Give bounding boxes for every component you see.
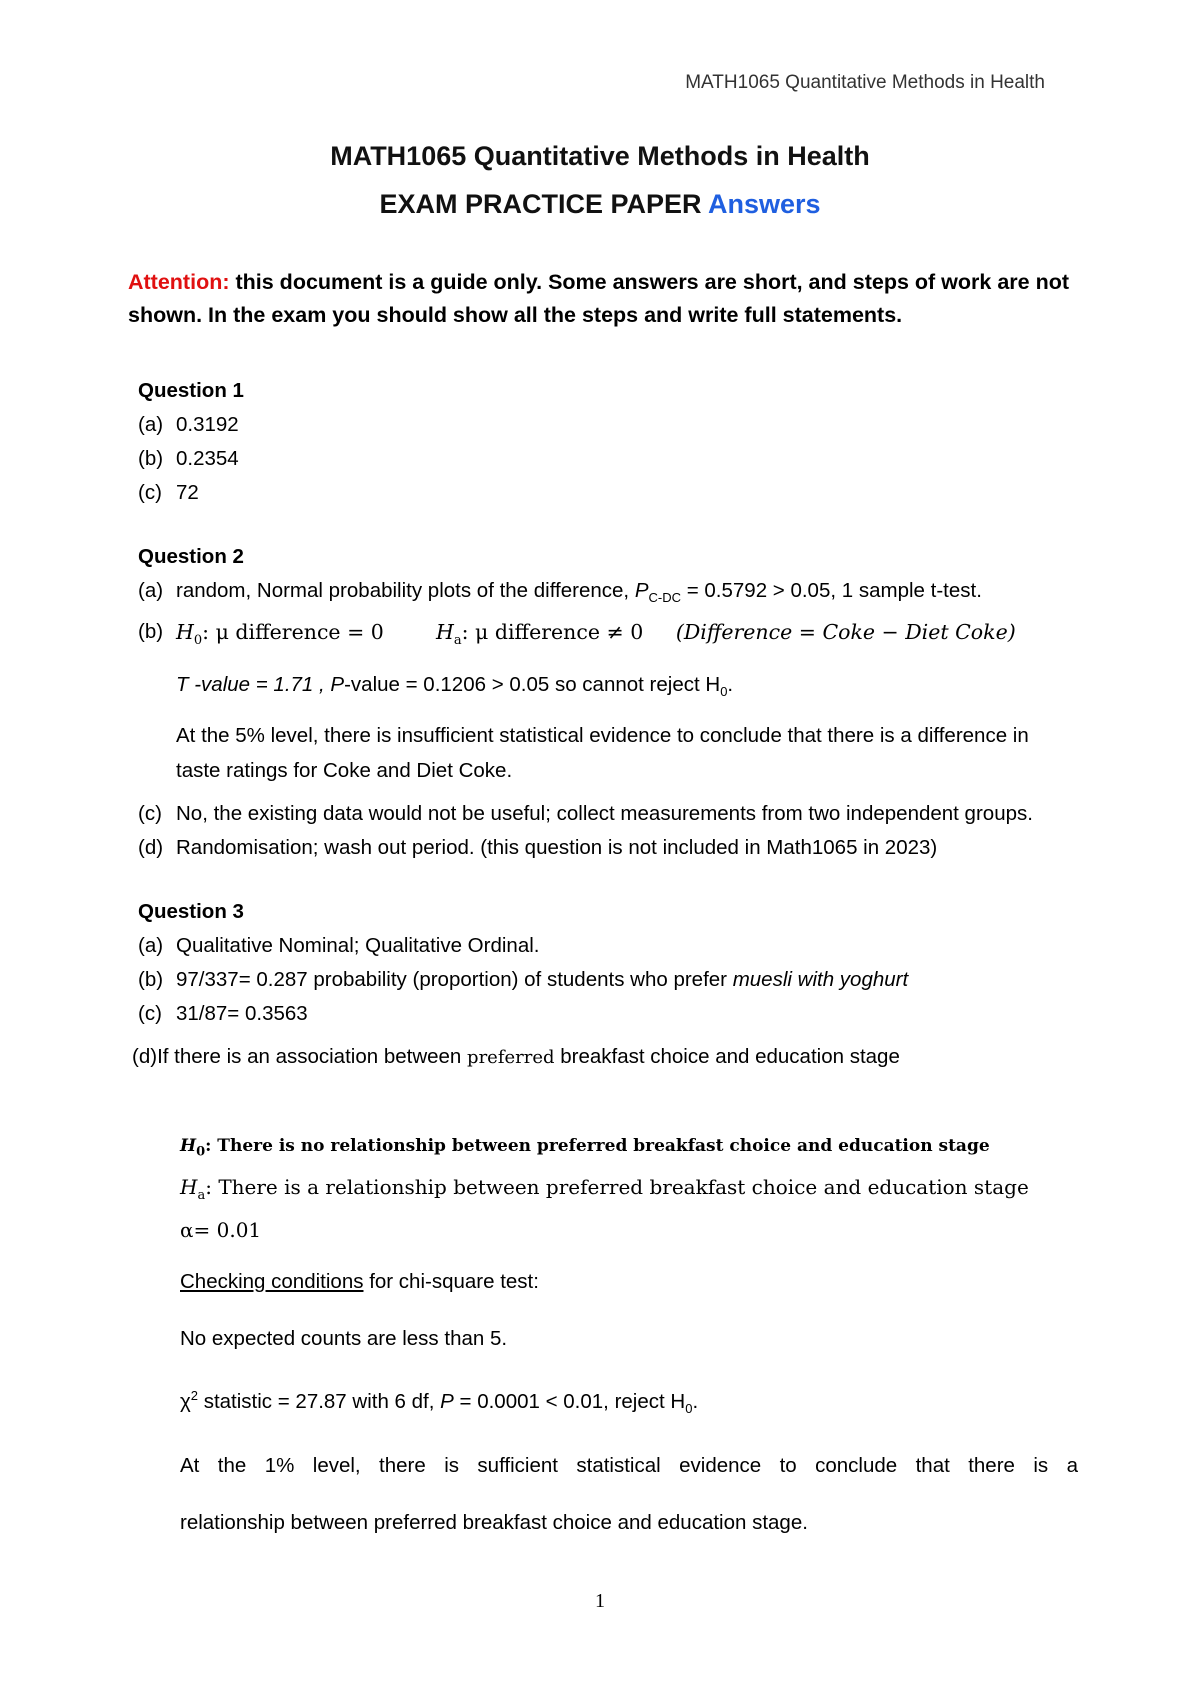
q3-answer-a: (a) Qualitative Nominal; Qualitative Ordinal. xyxy=(138,934,540,958)
subtitle-main: EXAM PRACTICE PAPER xyxy=(379,189,702,219)
q2-b-conclusion: At the 5% level, there is insufficient statistical evidence to conclude that there is a difference in taste ratings for Coke and Diet Coke. xyxy=(176,724,1029,783)
title-block xyxy=(0,132,1200,228)
q3-answer-b: (b) 97/337= 0.287 probability (proportion) of students who prefer muesli with yoghurt xyxy=(138,968,909,992)
q1-answer-a: (a) 0.3192 xyxy=(138,413,239,436)
q3-answer-d: (d)If there is an association between preferred breakfast choice and education stage xyxy=(132,1045,900,1069)
q2-b-test-result: T -value = 1.71 , P-value = 0.1206 > 0.05 so cannot reject $H_0$. xyxy=(176,673,734,700)
question-2-title: Question 2 xyxy=(138,545,244,568)
q3-answer-c: (c) 31/87= 0.3563 xyxy=(138,1002,308,1026)
question-3-title: Question 3 xyxy=(138,900,244,924)
q3-chi-square-result: $\chi^2$ statistic = 27.87 with 6 df, P = 0.0001 < 0.01, reject $H_0$. xyxy=(180,1387,699,1416)
q1-answer-b: (b) 0.2354 xyxy=(138,447,239,470)
attention-label: Attention: xyxy=(128,270,230,294)
answers-content xyxy=(132,374,1078,1551)
question-1-title: Question 1 xyxy=(138,379,244,402)
q3-alpha: α= 0.01 xyxy=(180,1217,262,1242)
q2-answer-b-hypotheses: (b) $H_0$: μ difference = 0 $H_a$: μ difference ≠ 0 (Difference = Coke − Diet Coke) xyxy=(138,620,1016,649)
q3-checking-conditions: Checking conditions for chi-square test: xyxy=(180,1269,539,1293)
q3-conclusion-line-1: At the 1% level, there is sufficient statistical evidence to conclude that there is a xyxy=(180,1453,1078,1477)
attention-note xyxy=(128,266,1078,332)
attention-text: this document is a guide only. Some answers are short, and steps of work are not shown. In the exam you should show all the steps and write full statements. xyxy=(128,270,1069,327)
q2-answer-a: (a) random, Normal probability plots of the difference, $P_{C-DC} = 0.5792 > 0.05$, 1 sample t-test. xyxy=(138,579,982,606)
q2-answer-d: (d) Randomisation; wash out period. (this question is not included in Math1065 in 2023) xyxy=(138,836,938,860)
document-subtitle xyxy=(0,180,1200,228)
document-title: MATH1065 Quantitative Methods in Health xyxy=(330,141,870,171)
q2-answer-c: (c) No, the existing data would not be useful; collect measurements from two independent groups. xyxy=(138,802,1033,826)
q3-conclusion-line-2: relationship between preferred breakfast choice and education stage. xyxy=(180,1510,808,1534)
subtitle-answers: Answers xyxy=(707,189,821,219)
running-header: MATH1065 Quantitative Methods in Health xyxy=(685,72,1045,93)
page-number: 1 xyxy=(595,1590,605,1612)
q3-expected-counts: No expected counts are less than 5. xyxy=(180,1326,508,1350)
q3-null-hypothesis: $H_0$: There is no relationship between preferred breakfast choice and education stage xyxy=(180,1136,990,1160)
q3-alt-hypothesis: $H_a$: There is a relationship between preferred breakfast choice and education stage xyxy=(180,1174,1029,1203)
q1-answer-c: (c) 72 xyxy=(138,481,199,504)
